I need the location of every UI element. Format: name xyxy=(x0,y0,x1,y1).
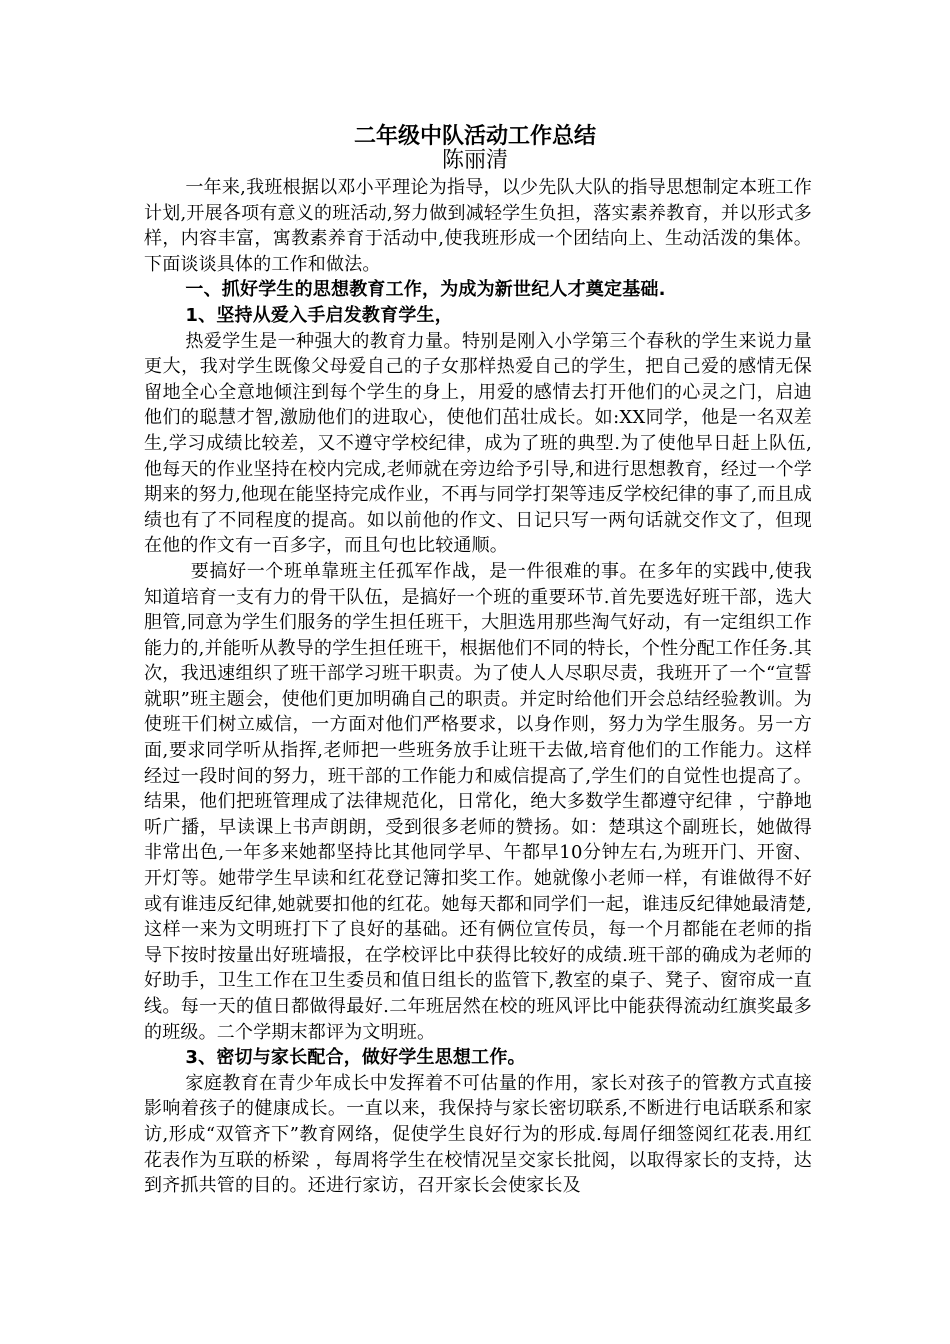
document-title: 二年级中队活动工作总结 xyxy=(353,124,596,149)
subsection-heading: 1、坚持从爱入手启发教育学生， xyxy=(185,304,453,326)
paragraph: 热爱学生是一种强大的教育力量。特别是刚入小学第三个春秋的学生来说力量更大，我对学生既像父母爱自己的子女那样热爱自己的学生，把自己爱的感情无保留地全心全意地倾注到每个学生的身上，用爱的感情去打开他们的心灵之门，启迪他们的聪慧才智,激励他们的进取心，使他们茁壮成长。如:XX同学，他是一名双差生,学习成绩比较差，又不遵守学校纪律，成为了班的典型.为了使他早日赶上队伍,他每天的作业坚持在校内完成,老师就在旁边给予引导,和进行思想教育，经过一个学期来的努力,他现在能坚持完成作业，不再与同学打架等违反学校纪律的事了,而且成绩也有了不同程度的提高。如以前他的作文、日记只写一两句话就交作文了，但现在他的作文有一百多字，而且句也比较通顺。 xyxy=(144,330,812,557)
section-heading: 一、抓好学生的思想教育工作，为成为新世纪人才奠定基础. xyxy=(185,279,666,301)
subsection-heading: 3、密切与家长配合，做好学生思想工作。 xyxy=(185,1047,526,1069)
document-author: 陈丽清 xyxy=(441,148,508,173)
document-body xyxy=(144,175,812,1199)
paragraph: 要搞好一个班单靠班主任孤军作战，是一件很难的事。在多年的实践中,使我知道培育一支有力的骨干队伍，是搞好一个班的重要环节.首先要选好班干部，选大胆管,同意为学生们服务的学生担任班干，大胆选用那些淘气好动，有一定组织工作能力的,并能听从教导的学生担任班干，根据他们不同的特长，个性分配工作任务.其次，我迅速组织了班干部学习班干职责。为了使人人尽职尽责，我班开了一个“宣誓就职”班主题会，使他们更加明确自己的职责。并定时给他们开会总结经验教训。为使班干们树立威信，一方面对他们严格要求，以身作则，努力为学生服务。另一方面,要求同学听从指挥,老师把一些班务放手让班干去做,培育他们的工作能力。这样经过一段时间的努力，班干部的工作能力和威信提高了,学生们的自觉性也提高了。结果，他们把班管理成了法律规范化，日常化，绝大多数学生都遵守纪律 ，宁静地听广播，早读课上书声朗朗，受到很多老师的赞扬。如：楚琪这个副班长，她做得非常出色,一年多来她都坚持比其他同学早、午都早10分钟左右,为班开门、开窗、开灯等。她带学生早读和红花登记簿扣奖工作。她就像小老师一样，有谁做得不好或有谁违反纪律,她就要扣他的红花。她每天都和同学们一起，谁违反纪律她最清楚,这样一来为文明班打下了良好的基础。还有俩位宣传员，每一个月都能在老师的指导下按时按量出好班墙报，在学校评比中获得比较好的成绩.班干部的确成为老师的好助手，卫生工作在卫生委员和值日组长的监管下,教室的桌子、凳子、窗帘成一直线。每一天的值日都做得最好.二年班居然在校的班风评比中能获得流动红旗奖最多的班级。二个学期末都评为文明班。 xyxy=(144,560,812,1043)
paragraph: 家庭教育在青少年成长中发挥着不可估量的作用，家长对孩子的管教方式直接影响着孩子的健康成长。一直以来，我保持与家长密切联系,不断进行电话联系和家访,形成“双管齐下”教育网络，促使学生良好行为的形成.每周仔细签阅红花表.用红花表作为互联的桥梁 ，每周将学生在校情况呈交家长批阅，以取得家长的支持，达到齐抓共管的目的。还进行家访，召开家长会使家长及 xyxy=(144,1072,812,1197)
paragraph: 一年来,我班根据以邓小平理论为指导，以少先队大队的指导思想制定本班工作计划,开展各项有意义的班活动,努力做到减轻学生负担，落实素养教育，并以形式多样，内容丰富，寓教素养育于活动中,使我班形成一个团结向上、生动活泼的集体。下面谈谈具体的工作和做法。 xyxy=(144,177,812,275)
